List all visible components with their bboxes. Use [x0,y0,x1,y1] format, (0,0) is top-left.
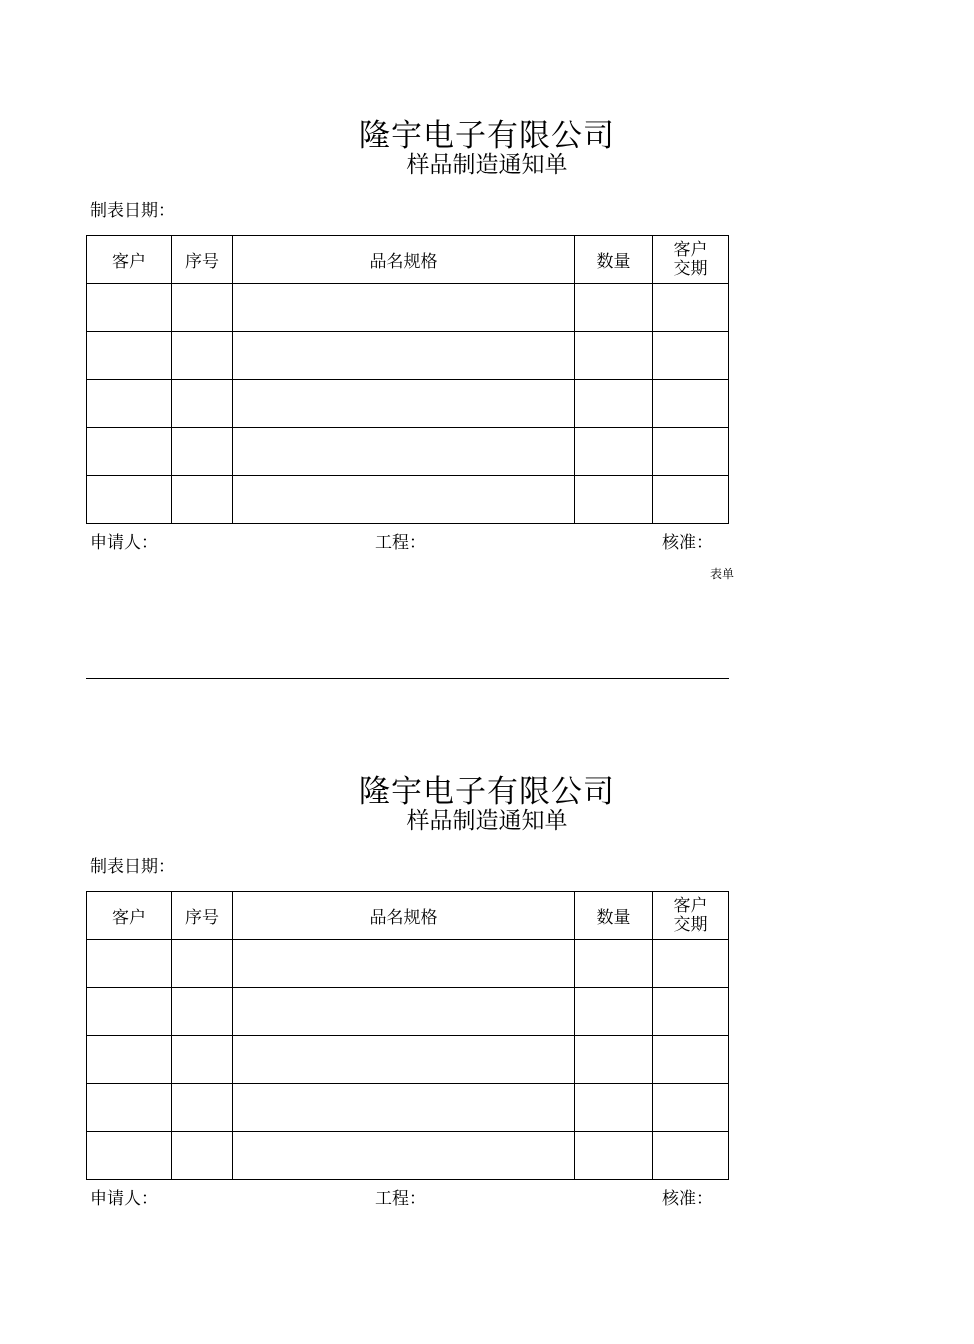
cell-spec[interactable] [233,940,575,988]
cell-qty[interactable] [575,428,653,476]
table-header-row [87,236,729,284]
cell-delivery[interactable] [653,1084,729,1132]
cell-qty[interactable] [575,476,653,524]
table-row [87,1036,729,1084]
table-row [87,1132,729,1180]
cell-delivery[interactable] [653,428,729,476]
header-customer: 客户 [87,236,172,284]
cell-customer[interactable] [87,428,172,476]
notice-form-1 [0,0,950,660]
cell-seq[interactable] [172,988,233,1036]
cell-delivery[interactable] [653,1132,729,1180]
table-row [87,476,729,524]
company-name: 隆宇电子有限公司 [359,118,615,154]
cell-qty[interactable] [575,940,653,988]
cell-seq[interactable] [172,284,233,332]
cell-seq[interactable] [172,332,233,380]
header-seq: 序号 [172,892,233,940]
cell-customer[interactable] [87,988,172,1036]
table-row [87,284,729,332]
notice-form-2 [0,656,950,1316]
cell-spec[interactable] [233,476,575,524]
table-header-row [87,892,729,940]
cell-spec[interactable] [233,988,575,1036]
items-table [86,235,729,524]
approve-label: 核准： [662,1189,713,1209]
table-row [87,428,729,476]
header-spec: 品名规格 [233,236,575,284]
table-row [87,988,729,1036]
cell-seq[interactable] [172,940,233,988]
cell-customer[interactable] [87,284,172,332]
engineering-label: 工程： [375,533,426,553]
cell-seq[interactable] [172,380,233,428]
header-delivery-line2: 交期 [673,258,708,279]
cell-qty[interactable] [575,1084,653,1132]
cell-customer[interactable] [87,940,172,988]
cell-spec[interactable] [233,428,575,476]
header-seq: 序号 [172,236,233,284]
cell-qty[interactable] [575,1036,653,1084]
cell-seq[interactable] [172,1084,233,1132]
date-label: 制表日期： [90,201,175,221]
cell-delivery[interactable] [653,940,729,988]
form-number-label: 表单 [710,567,735,581]
cell-qty[interactable] [575,332,653,380]
cell-customer[interactable] [87,332,172,380]
cell-customer[interactable] [87,380,172,428]
cell-qty[interactable] [575,988,653,1036]
cell-customer[interactable] [87,1132,172,1180]
cell-seq[interactable] [172,428,233,476]
cell-spec[interactable] [233,284,575,332]
cell-spec[interactable] [233,1084,575,1132]
cell-delivery[interactable] [653,380,729,428]
cell-customer[interactable] [87,1036,172,1084]
table-row [87,940,729,988]
table-row [87,332,729,380]
company-name: 隆宇电子有限公司 [359,774,615,810]
cell-delivery[interactable] [653,988,729,1036]
header-customer: 客户 [87,892,172,940]
cell-delivery[interactable] [653,476,729,524]
header-delivery-line1: 客户 [673,895,708,916]
cell-spec[interactable] [233,380,575,428]
cell-spec[interactable] [233,332,575,380]
header-spec: 品名规格 [233,892,575,940]
header-delivery-line1: 客户 [673,239,708,260]
header-delivery [653,892,729,940]
header-delivery-line2: 交期 [673,914,708,935]
cell-seq[interactable] [172,476,233,524]
cell-qty[interactable] [575,1132,653,1180]
cell-seq[interactable] [172,1036,233,1084]
engineering-label: 工程： [375,1189,426,1209]
cell-seq[interactable] [172,1132,233,1180]
form-title: 样品制造通知单 [406,808,568,834]
applicant-label: 申请人： [90,1189,158,1209]
cell-customer[interactable] [87,1084,172,1132]
cell-delivery[interactable] [653,284,729,332]
cell-spec[interactable] [233,1132,575,1180]
table-row [87,380,729,428]
applicant-label: 申请人： [90,533,158,553]
approve-label: 核准： [662,533,713,553]
cell-customer[interactable] [87,476,172,524]
header-delivery [653,236,729,284]
cell-qty[interactable] [575,284,653,332]
table-row [87,1084,729,1132]
cell-delivery[interactable] [653,332,729,380]
cell-spec[interactable] [233,1036,575,1084]
items-table [86,891,729,1180]
form-title: 样品制造通知单 [406,152,568,178]
header-qty: 数量 [575,236,653,284]
header-qty: 数量 [575,892,653,940]
cell-delivery[interactable] [653,1036,729,1084]
cell-qty[interactable] [575,380,653,428]
date-label: 制表日期： [90,857,175,877]
